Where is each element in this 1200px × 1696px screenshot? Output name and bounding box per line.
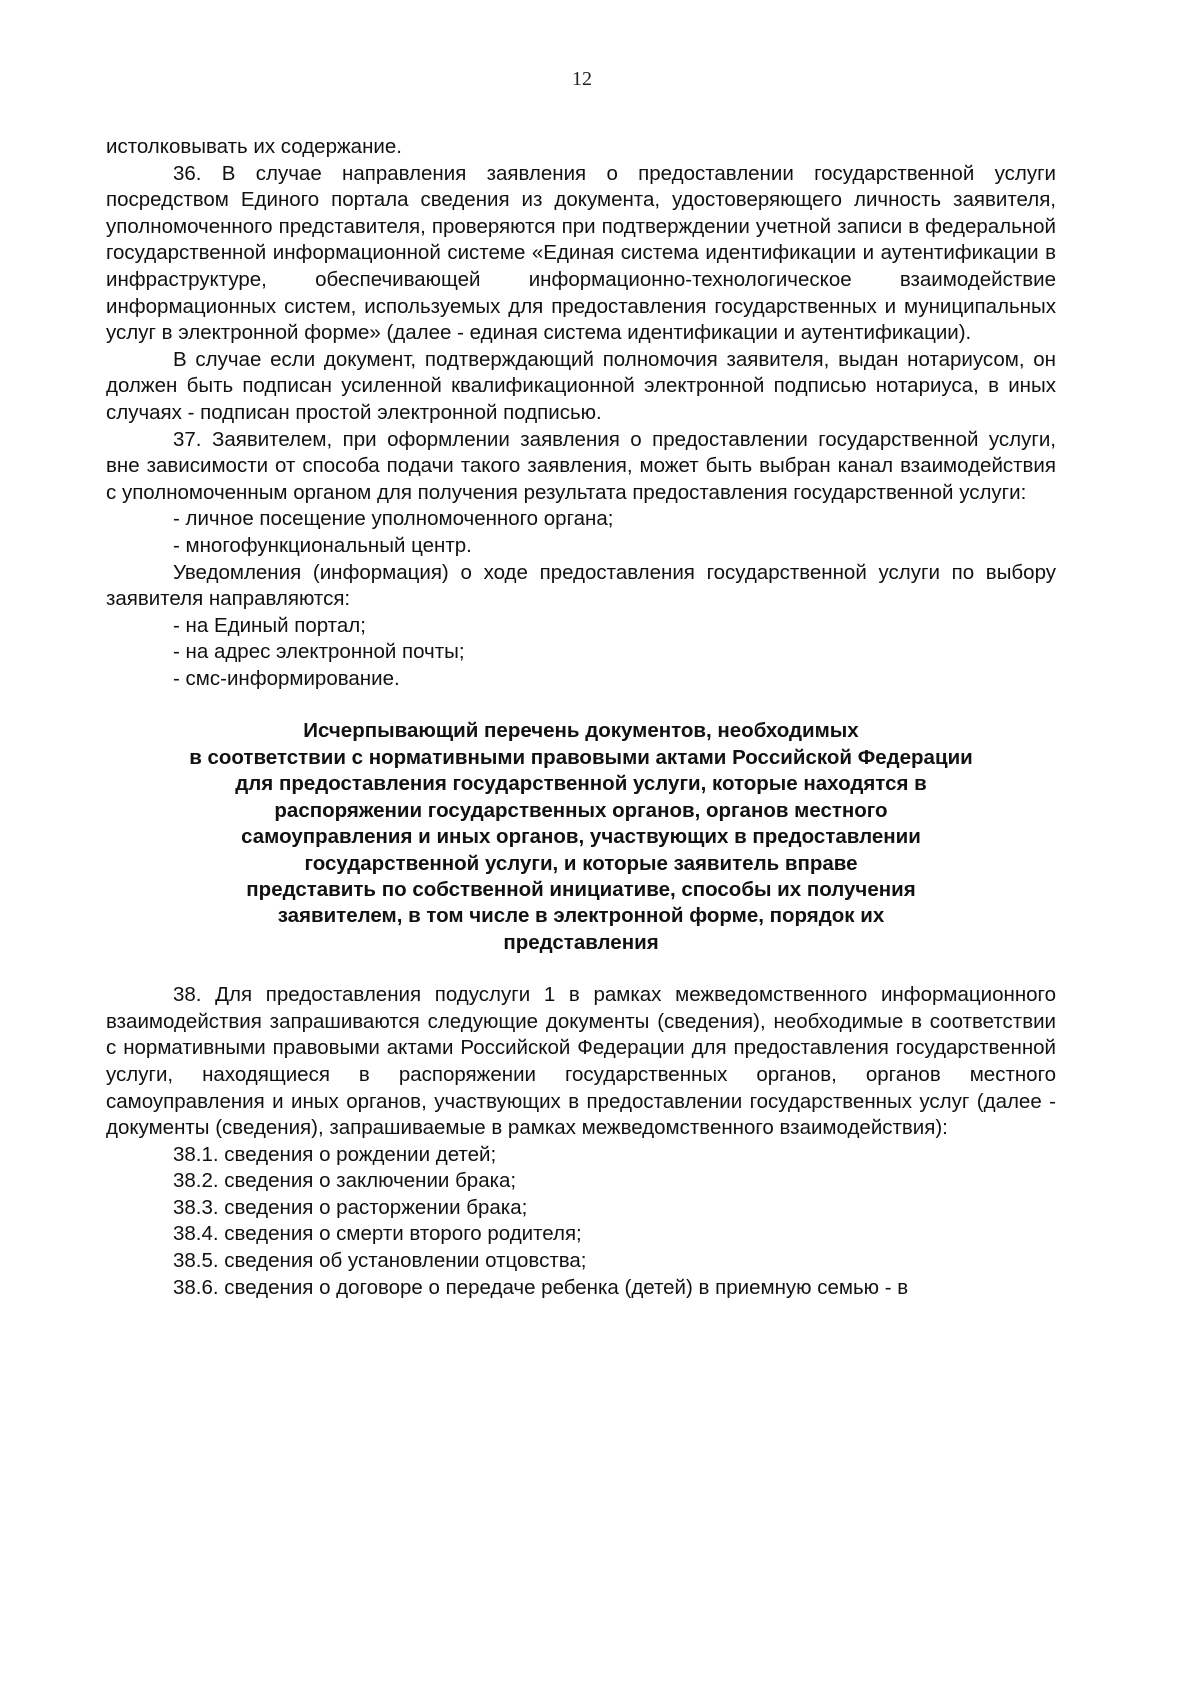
list-item: 38.1. сведения о рождении детей; bbox=[173, 1142, 497, 1166]
heading-line: заявителем, в том числе в электронной форме, порядок их bbox=[277, 904, 885, 928]
heading-line: представления bbox=[503, 930, 659, 954]
list-item: 38.3. сведения о расторжении брака; bbox=[173, 1195, 528, 1219]
top-paragraphs bbox=[106, 134, 1056, 692]
list-item: 38.2. сведения о заключении брака; bbox=[173, 1169, 517, 1193]
paragraph: В случае если документ, подтверждающий полномочия заявителя, выдан нотариусом, он должен быть подписан усиленной квалификационной электронной подписью нотариуса, в иных случаях - подписан простой электронной подписью. bbox=[106, 347, 1056, 424]
heading-line: государственной услуги, и которые заявитель вправе bbox=[304, 851, 858, 875]
heading-line: Исчерпывающий перечень документов, необходимых bbox=[303, 719, 859, 743]
spacer bbox=[106, 956, 1056, 982]
page-number: 12 bbox=[572, 68, 592, 90]
paragraph: истолковывать их содержание. bbox=[106, 135, 402, 158]
list-item: 38.6. сведения о договоре о передаче ребенка (детей) в приемную семью - в bbox=[173, 1275, 909, 1299]
paragraph: Уведомления (информация) о ходе предоставления государственной услуги по выбору заявителя направляются: bbox=[106, 560, 1056, 611]
list-item: - личное посещение уполномоченного органа; bbox=[173, 507, 614, 531]
heading-line: для предоставления государственной услуги, которые находятся в bbox=[235, 772, 927, 796]
list-item: 38.5. сведения об установлении отцовства; bbox=[173, 1249, 587, 1273]
bottom-paragraphs bbox=[106, 982, 1056, 1301]
paragraph: 38. Для предоставления подуслуги 1 в рамках межведомственного информационного взаимодействия запрашиваются следующие документы (сведения), необходимые в соответствии с нормативными правовыми актами Российской Федерации для предоставления государственной услуги, находящиеся в распоряжении государственных органов, органов местного самоуправления и иных органов, участвующих в предоставлении государственных услуг (далее - документы (сведения), запрашиваемые в рамках межведомственного взаимодействия): bbox=[106, 983, 1056, 1140]
heading-line: распоряжении государственных органов, органов местного bbox=[274, 798, 888, 822]
paragraph: 36. В случае направления заявления о предоставлении государственной услуги посредством Единого портала сведения из документа, удостоверяющего личность заявителя, уполномоченного представителя, проверяются при подтверждении учетной записи в федеральной государственной информационной системе «Единая система идентификации и аутентификации в инфраструктуре, обеспечивающей информационно-технологическое взаимодействие информационных систем, используемых для предоставления государственных и муниципальных услуг в электронной форме» (далее - единая система идентификации и аутентификации). bbox=[106, 161, 1056, 345]
heading-line: самоуправления и иных органов, участвующих в предоставлении bbox=[241, 825, 921, 849]
section-heading bbox=[106, 718, 1056, 956]
heading-line: представить по собственной инициативе, способы их получения bbox=[246, 877, 916, 901]
list-item: - многофункциональный центр. bbox=[173, 533, 472, 557]
list-item: - смс-информирование. bbox=[173, 666, 400, 690]
list-item: - на адрес электронной почты; bbox=[173, 640, 465, 664]
list-item: - на Единый портал; bbox=[173, 613, 366, 637]
heading-line: в соответствии с нормативными правовыми актами Российской Федерации bbox=[189, 745, 973, 769]
document-body bbox=[106, 134, 1056, 1301]
paragraph: 37. Заявителем, при оформлении заявления о предоставлении государственной услуги, вне зависимости от способа подачи такого заявления, может быть выбран канал взаимодействия с уполномоченным органом для получения результата предоставления государственной услуги: bbox=[106, 427, 1056, 504]
list-item: 38.4. сведения о смерти второго родителя; bbox=[173, 1222, 582, 1246]
